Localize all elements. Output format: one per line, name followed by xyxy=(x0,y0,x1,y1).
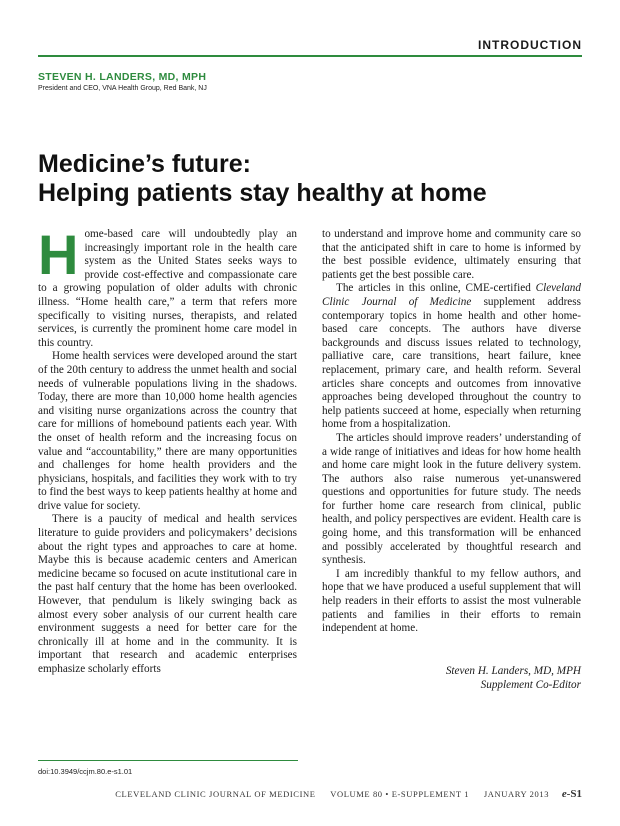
body-column-right xyxy=(322,228,581,692)
footer-volume: VOLUME 80 xyxy=(330,789,383,799)
paragraph-1 xyxy=(38,223,297,350)
paragraph-4-text-a: The articles in this online, CME-certified xyxy=(336,282,536,295)
signature-role: Supplement Co-Editor xyxy=(480,678,581,691)
journal-name-italic: Cleveland Clinic Journal of Medicine xyxy=(322,282,581,308)
doi-rule xyxy=(38,760,298,761)
paragraph-3-continued: to understand and improve home and community care so that the anticipated shift in care to home is informed by the best possible evidence, ultimately ensuring that patients get the best possible care. xyxy=(322,228,581,281)
page-footer xyxy=(115,788,582,800)
paragraph-3: There is a paucity of medical and health services literature to guide providers and policymakers’ decisions about the right types and approaches to care at home. Maybe this is because academic centers and American medicine became so focused on acute institutional care in the past half century that the home has been overlooked. However, that pendulum is likely swinging back as almost every sober analysis of our current health care environment suggests a need for better care for the chronically ill at home and in the community. It is important that research and academic enterprises emphasize scholarly efforts xyxy=(38,513,297,675)
page-number-prefix: e- xyxy=(561,788,571,800)
paragraph-2: Home health services were developed around the start of the 20th century to address the unmet health and social needs of vulnerable populations living in the shadows. Today, there are more than 10,000 home health agencies and visiting nurse organizations across the country that care for millions of homebound patients each year. With the onset of health reform and the increasing focus on value and “accountability,” there are many opportunities and challenges for home health providers and the physicians, hospitals, and facilities they work with to try to find the best ways to keep patients healthy at home and drive value for society. xyxy=(38,350,297,512)
drop-cap: H xyxy=(38,223,79,286)
footer-date: JANUARY 2013 xyxy=(483,789,550,799)
footer-supplement: E-SUPPLEMENT 1 xyxy=(391,789,470,799)
section-label: INTRODUCTION xyxy=(478,38,582,52)
author-name: STEVEN H. LANDERS, MD, MPH xyxy=(38,71,207,83)
paragraph-5: The articles should improve readers’ understanding of a wide range of initiatives and ideas for how home health and home care might look in the future delivery system. The authors also raise numerous yet-unanswered questions and opportunities for future study. The needs for further home care research from clinical, public health, and policy perspectives are evident. Health care is going home, and this transformation will be enhanced and possibly accelerated by thoughtful research and synthesis. xyxy=(322,431,581,567)
paragraph-6: I am incredibly thankful to my fellow authors, and hope that we have produced a useful supplement that will help readers in their efforts to assist the most vulnerable patients and families in their efforts to remain independent at home. xyxy=(322,567,581,635)
author-affiliation: President and CEO, VNA Health Group, Red Bank, NJ xyxy=(38,85,207,92)
page-number xyxy=(562,788,582,800)
article-title-line-1: Medicine’s future: xyxy=(38,150,251,178)
article-title xyxy=(38,150,598,208)
paragraph-4-text-b: supplement address contemporary topics in home health and other home-based care concepts. The authors have diverse backgrounds and discuss issues related to technology, palliative care, care transitions, heart failure, knee replacement, primary care, and health reform. Several articles share concepts and outcomes from innovative approaches being developed throughout the country to help patients succeed at home, especially when returning home from a hospitalization. xyxy=(322,295,581,431)
signature xyxy=(322,664,581,692)
footer-journal: CLEVELAND CLINIC JOURNAL OF MEDICINE xyxy=(115,789,316,799)
body-column-left xyxy=(38,223,297,677)
doi-link[interactable]: doi:10.3949/ccjm.80.e-s1.01 xyxy=(38,767,133,776)
footer-bullet: • xyxy=(385,789,389,799)
signature-name: Steven H. Landers, MD, MPH xyxy=(445,664,581,677)
page-number-value: S1 xyxy=(570,788,582,800)
header-rule xyxy=(38,55,582,57)
paragraph-4 xyxy=(322,282,581,432)
article-title-line-2: Helping patients stay healthy at home xyxy=(38,179,487,207)
paragraph-1-text: ome-based care will undoubtedly play an increasingly important role in the health care system as the United States seeks ways to provide cost-effective and compassionate care to a growing population of older adults with chronic illness. “Home health care,” a term that refers more specifically to visiting nurses, therapists, and related services, is currently the prominent home care model in this country. xyxy=(38,228,297,349)
